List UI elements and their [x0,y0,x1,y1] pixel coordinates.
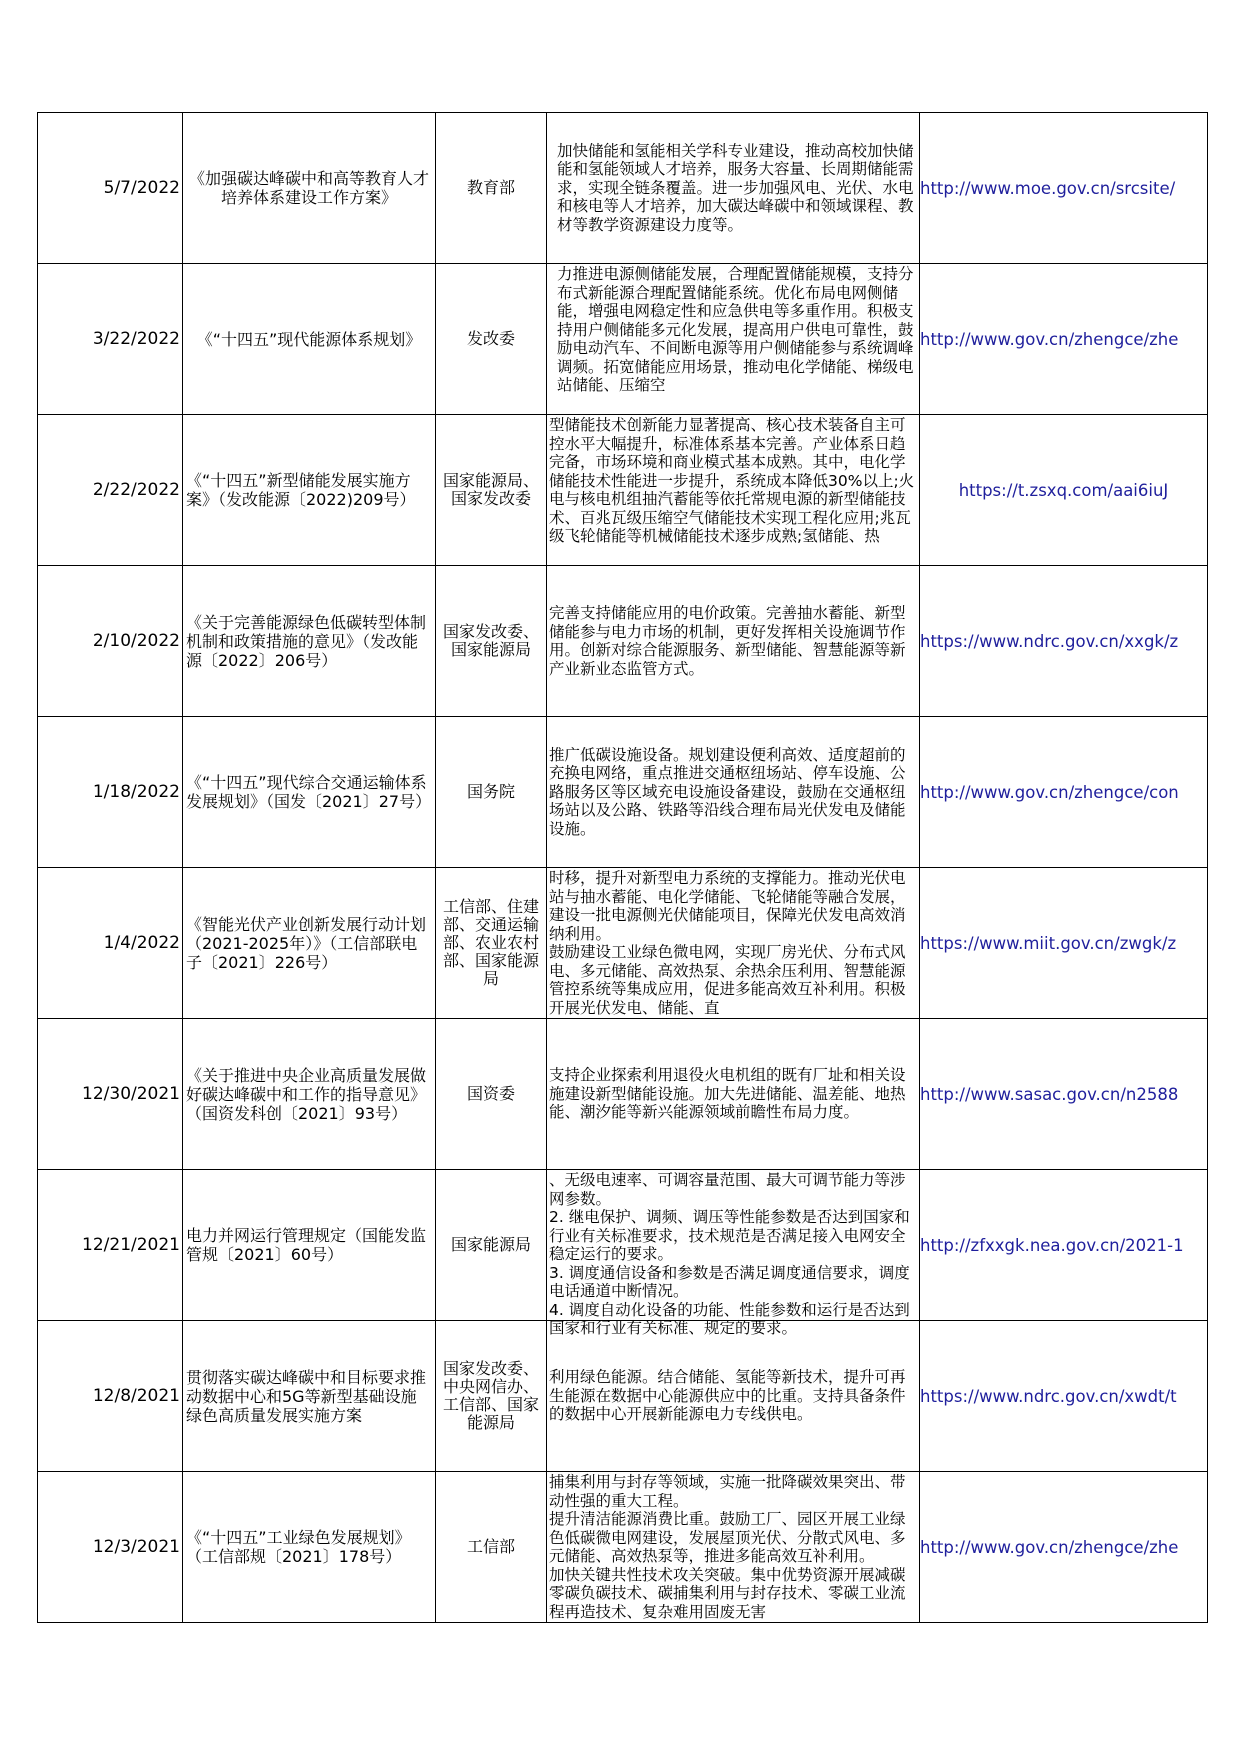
url-link[interactable]: https://www.ndrc.gov.cn/xxgk/z [920,631,1179,651]
date-cell: 12/3/2021 [38,1472,183,1623]
department-cell: 国家发改委、国家能源局 [436,566,547,717]
url-link[interactable]: http://www.moe.gov.cn/srcsite/ [920,178,1176,198]
content-cell [547,1170,920,1337]
date-cell: 2/10/2022 [38,566,183,717]
link-cell[interactable] [920,113,1208,264]
content-cell [547,264,920,415]
policy-name-cell: 《“十四五”现代能源体系规划》 [183,264,436,415]
date-cell: 12/8/2021 [38,1321,183,1472]
policy-name-cell: 《“十四五”工业绿色发展规划》（工信部规〔2021〕178号） [183,1472,436,1623]
content-text: 力推进电源侧储能发展，合理配置储能规模，支持分布式新能源合理配置储能系统。优化布局电网侧储能，增强电网稳定性和应急供电等多重作用。积极支持用户侧储能多元化发展，提高用户供电可靠性，鼓励电动汽车、不间断电源等用户侧储能参与系统调峰调频。拓宽储能应用场景，推动电化学储能、梯级电站储能、压缩空 [557,265,914,394]
department-cell: 国家能源局 [436,1170,547,1321]
url-link[interactable]: http://www.gov.cn/zhengce/zhe [920,1537,1179,1557]
department-cell: 国务院 [436,717,547,868]
date-cell: 1/18/2022 [38,717,183,868]
table-row [38,113,1208,264]
policy-name-cell: 《“十四五”现代综合交通运输体系发展规划》（国发〔2021〕27号） [183,717,436,868]
date-cell: 5/7/2022 [38,113,183,264]
link-cell[interactable] [920,1170,1208,1321]
date-cell: 2/22/2022 [38,415,183,566]
content-text: 完善支持储能应用的电价政策。完善抽水蓄能、新型储能参与电力市场的机制，更好发挥相关设施调节作用。创新对综合能源服务、新型储能、智慧能源等新产业新业态监管方式。 [549,604,906,678]
content-text: 加快储能和氢能相关学科专业建设，推动高校加快储能和氢能领域人才培养，服务大容量、长周期储能需求，实现全链条覆盖。进一步加强风电、光伏、水电和核电等人才培养，加大碳达峰碳中和领域课程、教材等教学资源建设力度等。 [557,141,914,234]
content-cell [547,868,920,1019]
link-cell[interactable] [920,868,1208,1019]
link-cell[interactable] [920,566,1208,717]
policy-name-cell: 《“十四五”新型储能发展实施方案》（发改能源〔2022)209号） [183,415,436,566]
table-row [38,264,1208,415]
content-cell [547,566,920,717]
date-cell: 3/22/2022 [38,264,183,415]
department-cell: 国资委 [436,1019,547,1170]
link-cell[interactable] [920,1019,1208,1170]
content-text: 推广低碳设施设备。规划建设便利高效、适度超前的充换电网络，重点推进交通枢纽场站、停车设施、公路服务区等区域充电设施设备建设，鼓励在交通枢纽场站以及公路、铁路等沿线合理布局光伏发电及储能设施。 [549,745,906,838]
content-text: 捕集利用与封存等领域，实施一批降碳效果突出、带动性强的重大工程。 提升清洁能源消费比重。鼓励工厂、园区开展工业绿色低碳微电网建设，发展屋顶光伏、分散式风电、多元储能、高效热泵等，推进多能高效互补利用。 加快关键共性技术攻关突破。集中优势资源开展减碳零碳负碳技术、碳捕集利用与封存技术、零碳工业流程再造技术、复杂难用固废无害 [549,1473,906,1621]
department-cell: 国家发改委、中央网信办、工信部、国家能源局 [436,1321,547,1472]
table-row [38,1019,1208,1170]
link-cell[interactable] [920,717,1208,868]
table-row [38,868,1208,1019]
table-row [38,415,1208,566]
content-text: 支持企业探索利用退役火电机组的既有厂址和相关设施建设新型储能设施。加大先进储能、温差能、地热能、潮汐能等新兴能源领域前瞻性布局力度。 [549,1066,906,1122]
content-text: 、无级电速率、可调容量范围、最大可调节能力等涉网参数。 2. 继电保护、调频、调压等性能参数是否达到国家和行业有关标准要求，技术规范是否满足接入电网安全稳定运行的要求。 3. 调度通信设备和参数是否满足调度通信要求，调度电话通道中断情况。 4. 调度自动化设备的功能、性能参数和运行是否达到国家和行业有关标准、规定的要求。 [549,1171,910,1337]
policy-name-cell: 《关于推进中央企业高质量发展做好碳达峰碳中和工作的指导意见》（国资发科创〔2021〕93号） [183,1019,436,1170]
content-text: 利用绿色能源。结合储能、氢能等新技术，提升可再生能源在数据中心能源供应中的比重。支持具备条件的数据中心开展新能源电力专线供电。 [549,1368,906,1424]
url-link[interactable]: http://www.gov.cn/zhengce/con [920,782,1179,802]
table-row [38,1170,1208,1321]
table-row [38,1472,1208,1623]
url-link[interactable]: http://www.gov.cn/zhengce/zhe [920,329,1179,349]
link-cell[interactable] [920,1321,1208,1472]
department-cell: 工信部、住建部、交通运输部、农业农村部、国家能源局 [436,868,547,1019]
content-cell [547,113,920,264]
link-cell[interactable] [920,415,1208,566]
department-cell: 国家能源局、国家发改委 [436,415,547,566]
department-cell: 发改委 [436,264,547,415]
content-cell [547,1321,920,1472]
table-row [38,566,1208,717]
content-cell [547,717,920,868]
policy-name-cell: 《关于完善能源绿色低碳转型体制机制和政策措施的意见》（发改能源〔2022〕206号） [183,566,436,717]
date-cell: 12/21/2021 [38,1170,183,1321]
date-cell: 1/4/2022 [38,868,183,1019]
table-row [38,717,1208,868]
policy-name-cell: 《加强碳达峰碳中和高等教育人才培养体系建设工作方案》 [183,113,436,264]
url-link[interactable]: https://t.zsxq.com/aai6iuJ [958,480,1169,500]
policy-name-cell: 贯彻落实碳达峰碳中和目标要求推动数据中心和5G等新型基础设施绿色高质量发展实施方案 [183,1321,436,1472]
url-link[interactable]: https://www.ndrc.gov.cn/xwdt/t [920,1386,1177,1406]
department-cell: 教育部 [436,113,547,264]
link-cell[interactable] [920,264,1208,415]
policy-name-cell: 《智能光伏产业创新发展行动计划（2021-2025年）》（工信部联电子〔2021〕226号） [183,868,436,1019]
policy-table [37,112,1208,1623]
content-cell [547,1019,920,1170]
url-link[interactable]: http://www.sasac.gov.cn/n2588 [920,1084,1179,1104]
content-cell [547,415,920,566]
content-text: 型储能技术创新能力显著提高、核心技术装备自主可控水平大幅提升，标准体系基本完善。产业体系日趋完备，市场环境和商业模式基本成熟。其中，电化学储能技术性能进一步提升，系统成本降低30%以上;火电与核电机组抽汽蓄能等依托常规电源的新型储能技术、百兆瓦级压缩空气储能技术实现工程化应用;兆瓦级飞轮储能等机械储能技术逐步成熟;氢储能、热 [549,416,915,545]
content-cell [547,1472,920,1623]
content-text: 时移，提升对新型电力系统的支撑能力。推动光伏电站与抽水蓄能、电化学储能、飞轮储能等融合发展，建设一批电源侧光伏储能项目，保障光伏发电高效消纳利用。 鼓励建设工业绿色微电网，实现厂房光伏、分布式风电、多元储能、高效热泵、余热余压利用、智慧能源管控系统等集成应用，促进多能高效互补利用。积极开展光伏发电、储能、直 [549,869,906,1017]
url-link[interactable]: https://www.miit.gov.cn/zwgk/z [920,933,1177,953]
url-link[interactable]: http://zfxxgk.nea.gov.cn/2021-1 [920,1235,1184,1255]
date-cell: 12/30/2021 [38,1019,183,1170]
table-row [38,1321,1208,1472]
policy-name-cell: 电力并网运行管理规定（国能发监管规〔2021〕60号） [183,1170,436,1321]
link-cell[interactable] [920,1472,1208,1623]
department-cell: 工信部 [436,1472,547,1623]
